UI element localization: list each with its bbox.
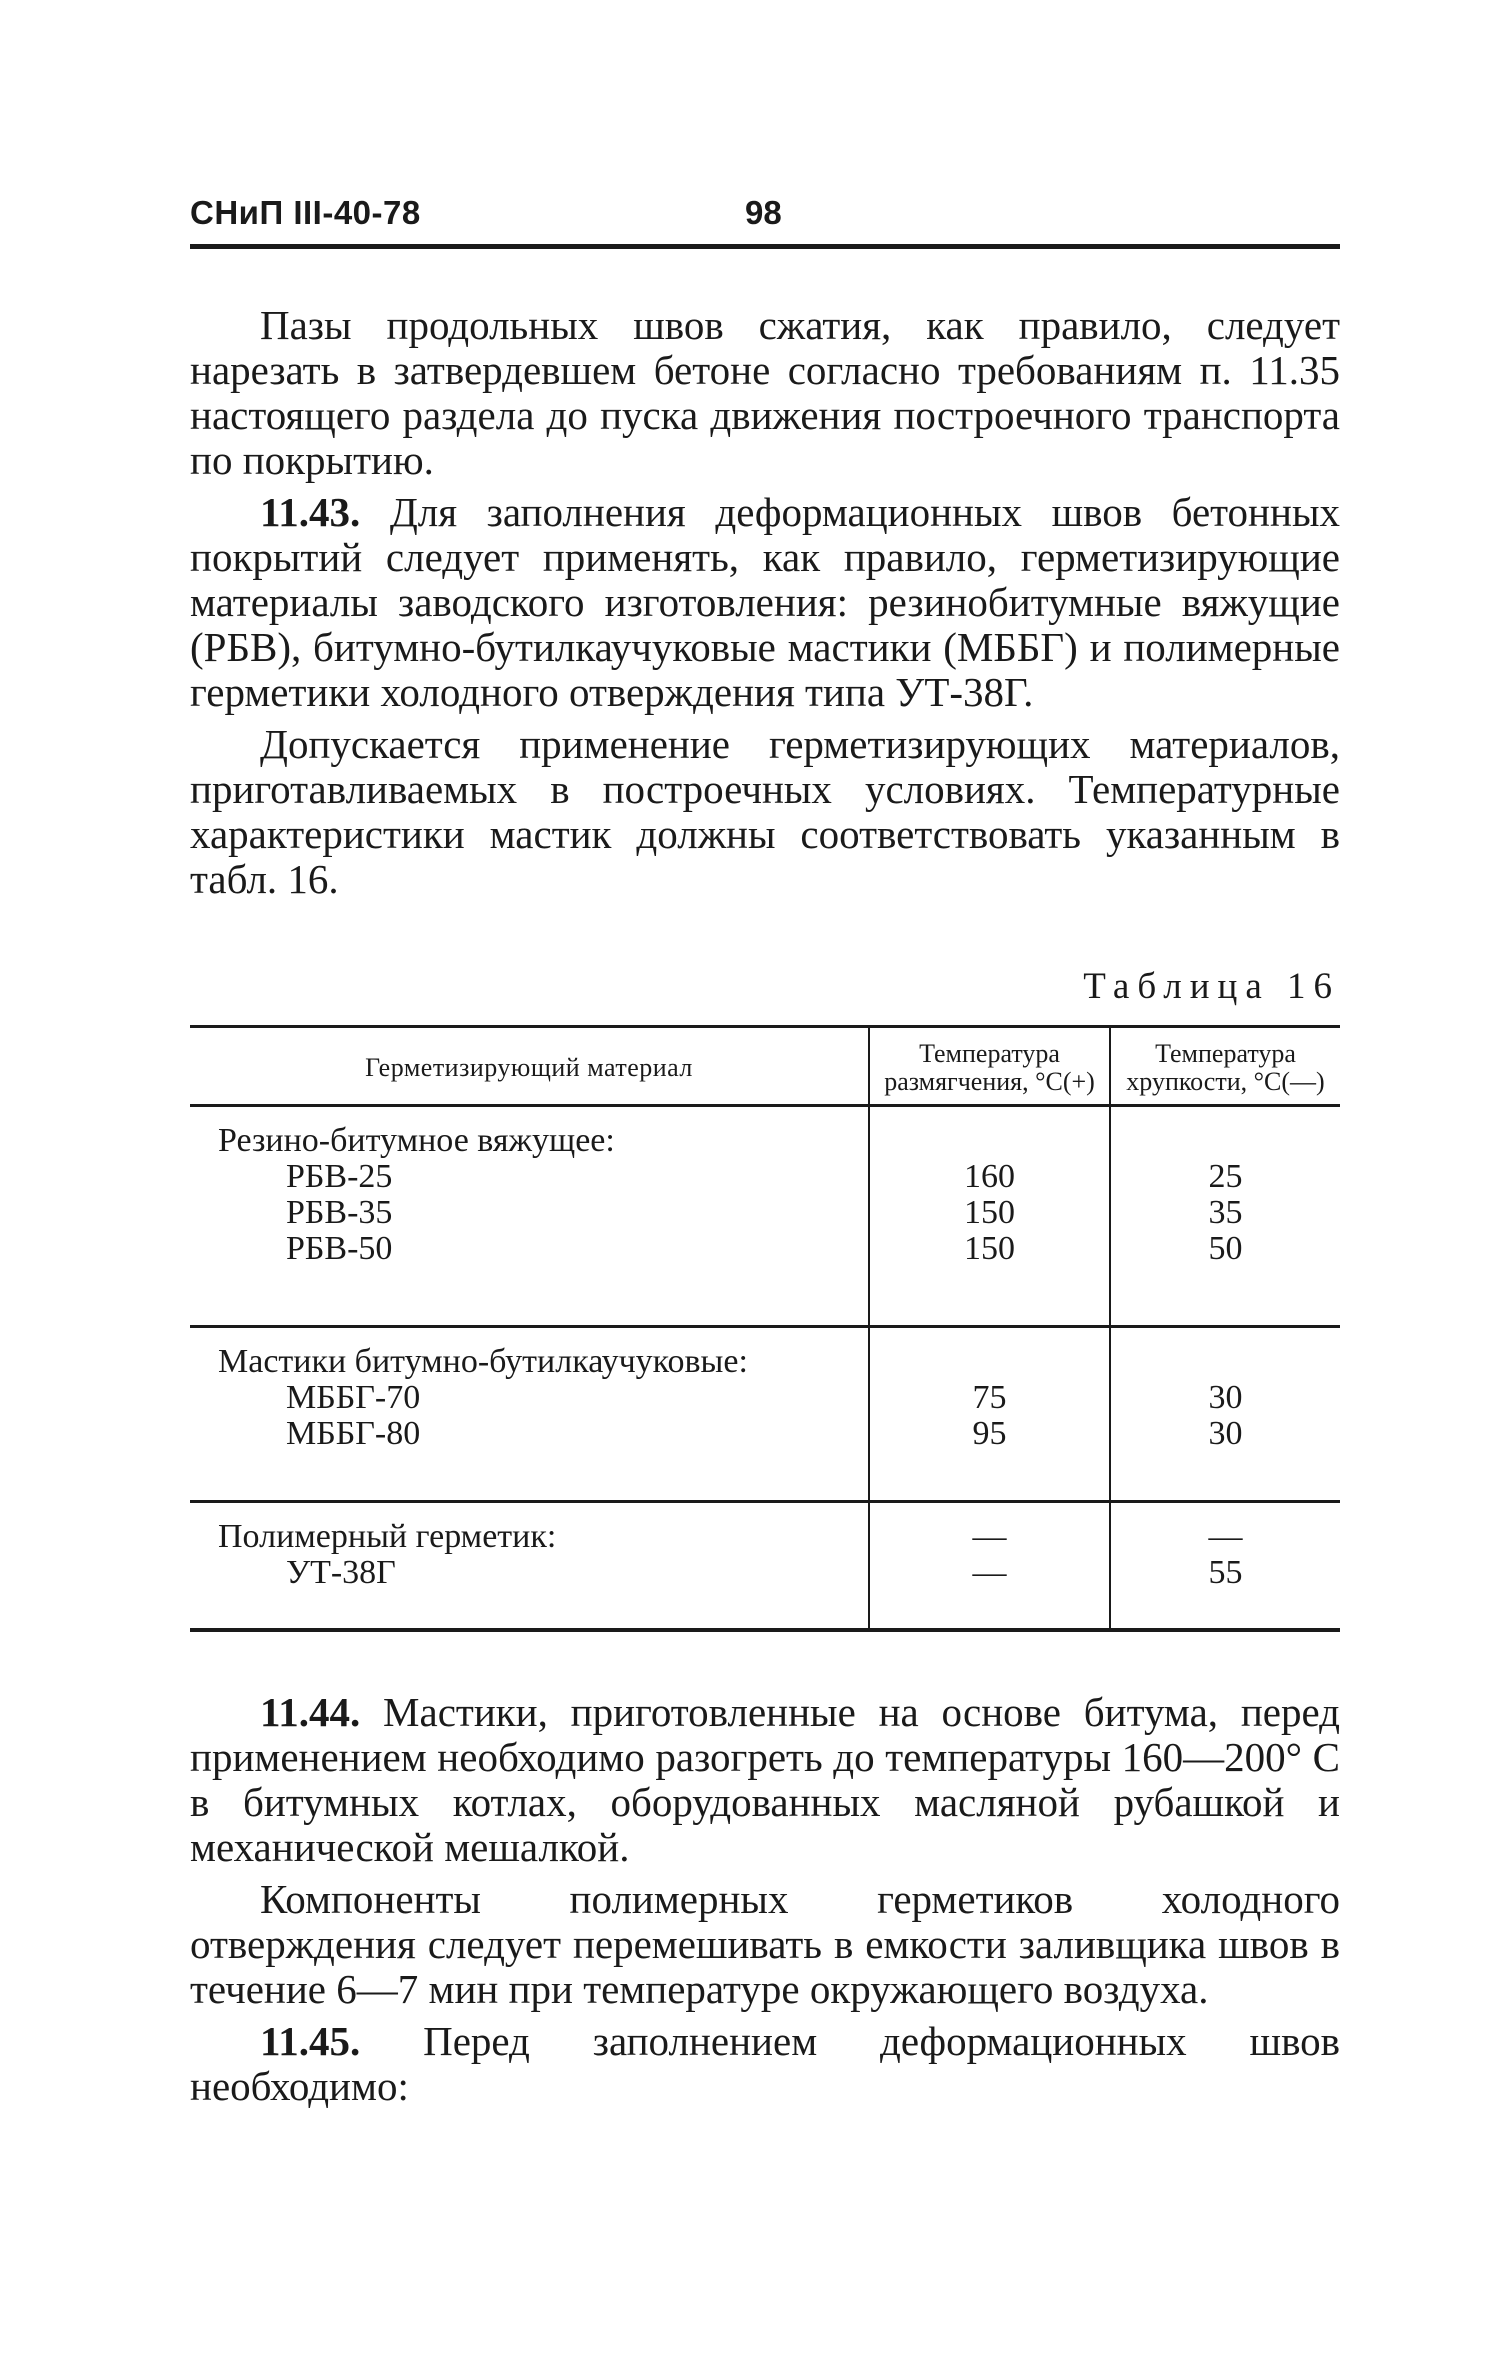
- brittleness-value: 35: [1208, 1194, 1243, 1231]
- softening-cell: [869, 1106, 1110, 1327]
- sealant-table: [190, 1025, 1340, 1632]
- document-code: СНиП III-40-78: [190, 194, 421, 231]
- group-name: Резино-битумное вяжущее:: [218, 1122, 615, 1159]
- table-group-polymer: [190, 1501, 1340, 1628]
- grade-name: МББГ-70: [286, 1378, 421, 1416]
- brittleness-value: —: [1208, 1517, 1243, 1555]
- softening-value: 75: [972, 1378, 1007, 1416]
- paragraph-text: Перед заполнением деформационных швов необходимо:: [190, 2018, 1340, 2109]
- brittleness-cell: [1110, 1501, 1340, 1628]
- grade-name: РБВ-25: [286, 1158, 393, 1195]
- group-name: Полимерный герметик:: [218, 1517, 557, 1555]
- brittleness-value: 50: [1208, 1230, 1243, 1267]
- material-cell: [190, 1501, 869, 1628]
- header-rule: [190, 244, 1340, 249]
- paragraph: [190, 490, 1340, 715]
- paragraph: [190, 2019, 1340, 2109]
- softening-value: 150: [964, 1194, 1016, 1231]
- softening-value: —: [972, 1517, 1007, 1555]
- brittleness-value: 30: [1208, 1414, 1243, 1452]
- softening-value: 160: [964, 1158, 1016, 1195]
- brittleness-value: 25: [1208, 1158, 1243, 1195]
- paragraph-text: Мастики, приготовленные на основе битума, перед применением необходимо разогреть до температуры 160—200° С в битумных котлах, оборудованных масляной рубашкой и механической мешалкой.: [190, 1689, 1340, 1870]
- paragraph-text: Допускается применение герметизирующих материалов, приготавливаемых в построечных условиях. Температурные характеристики мастик должны соответствовать указанным в табл. 16.: [190, 721, 1340, 902]
- paragraph-text: Пазы продольных швов сжатия, как правило, следует нарезать в затвердевшем бетоне согласно требованиям п. 11.35 настоящего раздела до пуска движения построечного транспорта по покрытию.: [190, 302, 1340, 483]
- paragraph: [190, 303, 1340, 483]
- clause-number: 11.44.: [260, 1689, 361, 1735]
- page-header: [190, 180, 1340, 234]
- header-material: Герметизирующий материал: [190, 1028, 869, 1106]
- table-group-rbv: [190, 1106, 1340, 1327]
- paragraph: [190, 1690, 1340, 1870]
- table-caption: Таблица 16: [1083, 966, 1340, 1007]
- material-cell: [190, 1106, 869, 1327]
- softening-value: 150: [964, 1230, 1016, 1267]
- grade-name: РБВ-35: [286, 1194, 393, 1231]
- header-softening-temp: Температура размягчения, °С(+): [869, 1028, 1110, 1106]
- paragraph: [190, 722, 1340, 902]
- page-number: 98: [745, 194, 782, 231]
- softening-value: —: [972, 1553, 1007, 1591]
- document-page: [190, 180, 1340, 2109]
- text-block-bottom: [190, 1690, 1340, 2109]
- clause-number: 11.43.: [260, 489, 361, 535]
- text-block-top: [190, 303, 1340, 902]
- material-cell: [190, 1326, 869, 1501]
- softening-cell: [869, 1326, 1110, 1501]
- grade-name: МББГ-80: [286, 1414, 421, 1452]
- brittleness-value: 55: [1208, 1553, 1243, 1591]
- brittleness-cell: [1110, 1106, 1340, 1327]
- table-group-mbbg: [190, 1326, 1340, 1501]
- grade-name: УТ-38Г: [286, 1553, 396, 1591]
- paragraph-text: Для заполнения деформационных швов бетонных покрытий следует применять, как правило, герметизирующие материалы заводского изготовления: резинобитумные вяжущие (РБВ), битумно-бутилкаучуковые мастики (МББГ) и полимерные герметики холодного отверждения типа УТ-38Г.: [190, 489, 1340, 715]
- paragraph-text: Компоненты полимерных герметиков холодного отверждения следует перемешивать в емкости заливщика швов в течение 6—7 мин при температуре окружающего воздуха.: [190, 1876, 1340, 2012]
- clause-number: 11.45.: [260, 2018, 361, 2064]
- paragraph: [190, 1877, 1340, 2012]
- softening-cell: [869, 1501, 1110, 1628]
- brittleness-value: 30: [1208, 1378, 1243, 1416]
- header-brittleness-temp: Температура хрупкости, °С(—): [1110, 1028, 1340, 1106]
- table-header-row: [190, 1028, 1340, 1106]
- grade-name: РБВ-50: [286, 1230, 393, 1267]
- softening-value: 95: [972, 1414, 1007, 1452]
- brittleness-cell: [1110, 1326, 1340, 1501]
- group-name: Мастики битумно-бутилкаучуковые:: [218, 1342, 748, 1380]
